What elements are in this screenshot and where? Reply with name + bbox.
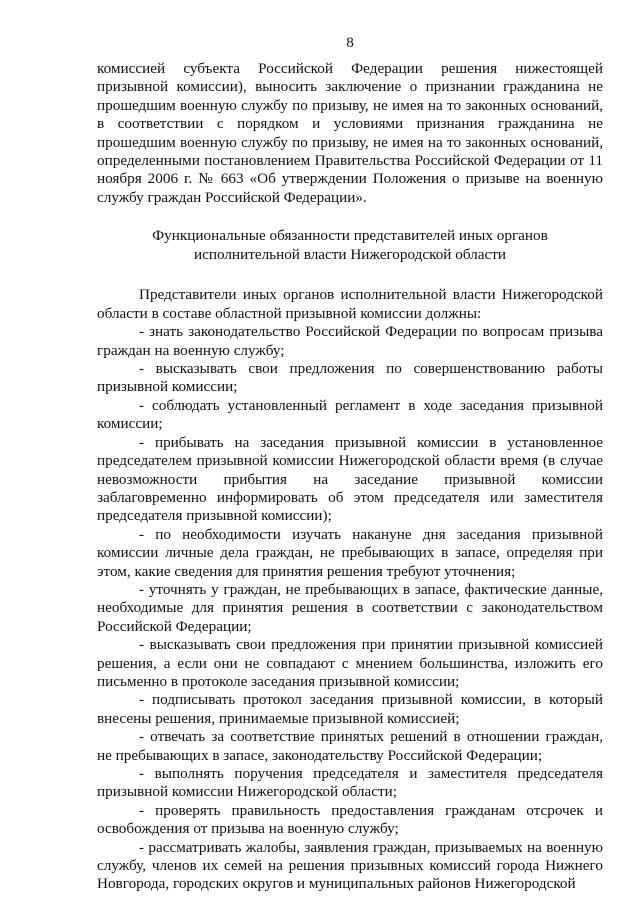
duty-item: - по необходимости изучать накануне дня заседания призывной комиссии личные дела граждан, не пребывающих в запасе, определяя при этом, какие сведения для принятия решения требуют уточнения;	[97, 525, 603, 580]
duty-item: - высказывать свои предложения по совершенствованию работы призывной комиссии;	[97, 360, 603, 396]
lead-paragraph: Представители иных органов исполнительной власти Нижегородской области в составе областной призывной комиссии должны:	[97, 286, 603, 322]
duty-item: - соблюдать установленный регламент в ходе заседания призывной комиссии;	[97, 396, 603, 433]
page-number: 8	[346, 34, 354, 51]
section-heading	[97, 227, 603, 264]
section-heading-line-1: Функциональные обязанности представителей иных органов	[152, 227, 548, 245]
document-page	[97, 34, 603, 894]
duty-item: - рассматривать жалобы, заявления граждан, призываемых на военную службу, членов их семей на решения призывных комиссий города Нижнего Новгорода, городских округов и муниципальных районов Нижегородской	[97, 838, 603, 893]
duty-item: - подписывать протокол заседания призывной комиссии, в который внесены решения, принимаемые призывной комиссией;	[97, 691, 603, 727]
duty-item: - высказывать свои предложения при принятии призывной комиссией решения, а если они не совпадают с мнением большинства, изложить его письменно в протоколе заседания призывной комиссии;	[97, 636, 603, 690]
duty-item: - уточнять у граждан, не пребывающих в запасе, фактические данные, необходимые для принятия решения в соответствии с законодательством Российской Федерации;	[97, 580, 603, 635]
duty-item: - выполнять поручения председателя и заместителя председателя призывной комиссии Нижегородской области;	[97, 765, 603, 801]
intro-paragraph: комиссией субъекта Российской Федерации решения нижестоящей призывной комиссии), выносить заключение о признании гражданина не прошедшим военную службу по призыву, не имея на то законных оснований, в соответствии с порядком и условиями признания гражданина не прошедшим военную службу по призыву, не имея на то законных оснований, определенными постановлением Правительства Российской Федерации от 11 ноября 2006 г. № 663 «Об утверждении Положения о призыве на военную службу граждан Российской Федерации».	[97, 60, 603, 206]
duty-item: - отвечать за соответствие принятых решений в отношении граждан, не пребывающих в запасе, законодательству Российской Федерации;	[97, 728, 603, 764]
section-heading-line-2: исполнительной власти Нижегородской области	[193, 245, 507, 263]
duty-item: - проверять правильность предоставления гражданам отсрочек и освобождения от призыва на военную службу;	[97, 801, 603, 838]
duty-item: - знать законодательство Российской Федерации по вопросам призыва граждан на военную службу;	[97, 323, 603, 359]
duty-item: - прибывать на заседания призывной комиссии в установленное председателем призывной комиссии Нижегородской области время (в случае невозможности прибытия на заседание призывной комиссии заблаговременно информировать об этом председателя или заместителя председателя призывной комиссии);	[97, 433, 603, 525]
